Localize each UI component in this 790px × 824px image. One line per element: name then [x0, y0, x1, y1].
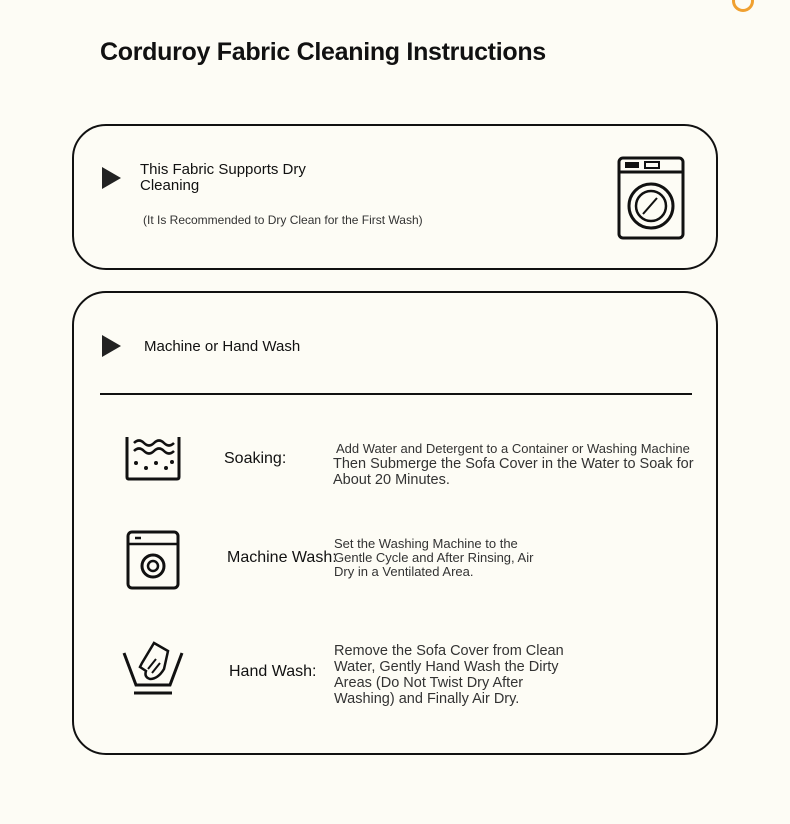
step-label-soaking: Soaking: — [224, 450, 287, 467]
soaking-basin-icon — [124, 435, 182, 481]
step-label-hand-wash: Hand Wash: — [229, 663, 317, 680]
step-text-machine-wash: Set the Washing Machine to the Gentle Cycle and After Rinsing, Air Dry in a Ventilated Area. — [334, 536, 534, 579]
page-title: Corduroy Fabric Cleaning Instructions — [100, 38, 546, 66]
step-label-machine-wash: Machine Wash: — [227, 549, 337, 566]
step-text-soaking: Then Submerge the Sofa Cover in the Water to Soak for About 20 Minutes. — [333, 456, 694, 488]
orange-ring-icon — [732, 0, 754, 12]
dry-clean-note: (It Is Recommended to Dry Clean for the First Wash) — [143, 213, 423, 227]
wash-card — [72, 291, 718, 755]
wash-heading: Machine or Hand Wash — [144, 338, 301, 355]
machine-wash-icon — [126, 530, 180, 590]
dry-clean-card — [72, 124, 718, 270]
step-text-hand-wash: Remove the Sofa Cover from Clean Water, Gently Hand Wash the Dirty Areas (Do Not Twist Dry After Washing) and Finally Air Dry. — [334, 643, 564, 707]
hand-wash-icon — [122, 639, 184, 697]
divider — [100, 393, 692, 395]
dry-clean-heading: This Fabric Supports Dry Cleaning — [140, 161, 306, 194]
play-arrow-icon — [102, 335, 121, 357]
step-text-soaking-line1: Add Water and Detergent to a Container or Washing Machine — [336, 441, 690, 456]
washing-machine-icon — [617, 156, 685, 240]
play-arrow-icon — [102, 167, 121, 189]
